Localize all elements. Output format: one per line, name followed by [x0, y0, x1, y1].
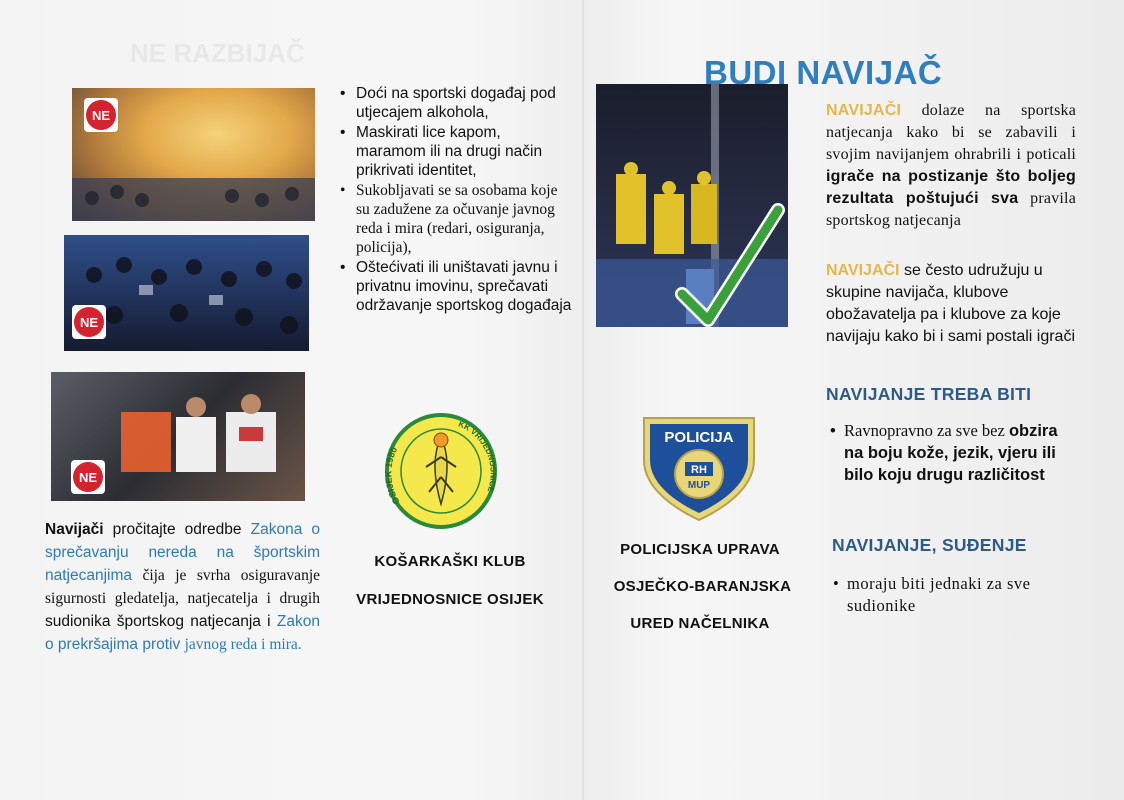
text-span: se često udružuju u skupine navijača, klubove obožavatelja pa i klubove za koje navijaju kako bi i sami postali igrači	[826, 262, 1075, 345]
list-item: • Sukobljavati se sa osobama koje su zadužene za očuvanje javnog reda i mira (redari, osiguranja, policija),	[338, 181, 574, 257]
text-span: pročitajte odredbe	[103, 521, 242, 538]
svg-text:RH: RH	[691, 464, 707, 476]
ne-badge: NE	[84, 98, 118, 132]
text-span: pravila sportskog natjecanja	[826, 190, 1076, 229]
text-span: igrače na postizanje što boljeg rezultata poštujući sva	[826, 168, 1076, 207]
photo-fight	[51, 372, 305, 501]
text-span: dolaze na sportska natjecanja kako bi se zabavili i svojim navijanjem ohrabrili i poticali	[826, 102, 1076, 163]
ne-badge: NE	[72, 305, 106, 339]
svg-text:MUP: MUP	[687, 480, 711, 491]
bullet-dot: •	[830, 422, 836, 440]
prohibited-actions-list	[338, 84, 574, 316]
text-span: Ravnopravno za sve bez	[844, 421, 1009, 440]
text-span: čija je svrha osiguravanje sigurnosti gledatelja, natjecatelja i drugih	[45, 567, 320, 607]
photo-pyrotechnics	[72, 88, 315, 221]
bullet-equal	[830, 420, 1080, 486]
show-through-text: NE RAZBIJAČ	[130, 38, 305, 68]
law-title: Zakon o prekršajima protiv	[45, 613, 320, 653]
text-span: javnog reda i mira.	[184, 636, 302, 653]
right-paragraph-1	[826, 100, 1076, 232]
bullet-dot: •	[833, 574, 839, 593]
lead-word: Navijači	[45, 521, 104, 538]
svg-text:OSIJEK 1980: OSIJEK 1980	[384, 445, 402, 507]
text-span: obzira na boju kože, jezik, vjeru ili bilo koju drugu različitost	[844, 422, 1058, 484]
ne-badge: NE	[71, 460, 105, 494]
list-item: • Maskirati lice kapom, maramom ili na drugi način prikrivati identitet,	[338, 123, 574, 180]
club-logo	[384, 412, 498, 530]
police-line1: POLICIJSKA UPRAVA	[620, 541, 780, 558]
text-span: sudionika športskog natjecanja i	[45, 613, 271, 630]
club-name-line2: VRIJEDNOSNICE OSIJEK	[356, 591, 544, 608]
left-paragraph	[45, 518, 320, 656]
svg-text:KK VRIJEDNOSNICE: KK VRIJEDNOSNICE	[457, 419, 498, 494]
police-line2: OSJEČKO-BARANJSKA	[613, 578, 792, 595]
club-name-line1: KOŠARKAŠKI KLUB	[374, 553, 526, 570]
page-title: BUDI NAVIJAČ	[704, 54, 943, 91]
list-item: • Oštećivati ili uništavati javnu i privatnu imovinu, sprečavati održavanje sportskog događaja	[338, 258, 574, 315]
highlight-word: NAVIJAČI	[826, 102, 902, 119]
photo-fans-cheering	[596, 84, 788, 327]
law-title: Zakona o sprečavanju nereda na športskim natjecanjima	[45, 521, 320, 584]
photo-crowd	[64, 235, 309, 351]
highlight-word: NAVIJAČI	[826, 262, 900, 279]
fold-line	[582, 0, 584, 800]
list-item: • Doći na sportski događaj pod utjecajem alkohola,	[338, 84, 574, 122]
police-line3: URED NAČELNIKA	[630, 615, 770, 632]
section-header-2: NAVIJANJE, SUĐENJE	[832, 535, 1027, 555]
text-span: moraju biti jednaki za sve sudionike	[847, 574, 1031, 615]
bullet-judging	[833, 573, 1083, 617]
section-header-1: NAVIJANJE TREBA BITI	[826, 384, 1032, 404]
right-paragraph-2	[826, 260, 1076, 348]
police-badge	[640, 410, 758, 522]
svg-text:POLICIJA: POLICIJA	[664, 429, 734, 446]
